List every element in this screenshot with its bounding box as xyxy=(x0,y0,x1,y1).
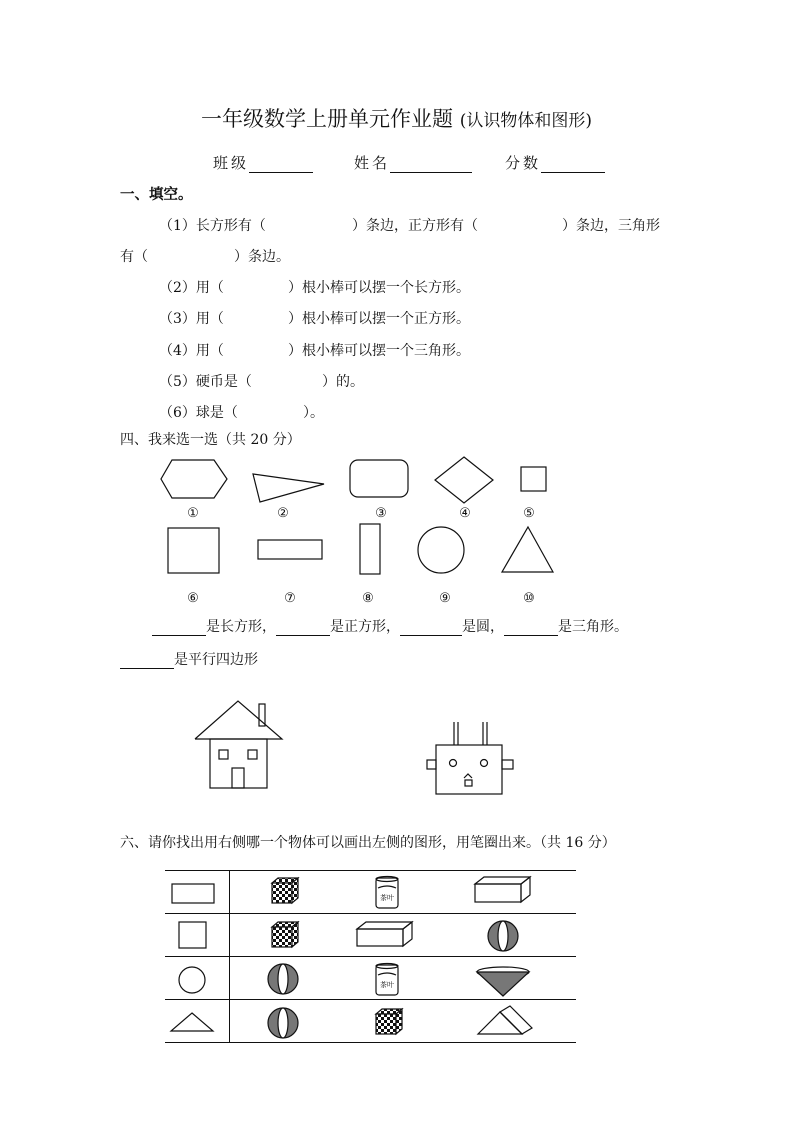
blank-circle[interactable] xyxy=(400,619,462,636)
shape-rhombus xyxy=(435,457,493,503)
title-main: 一年级数学上册单元作业题 xyxy=(201,107,454,131)
q3-text-b: ）根小棒可以摆一个正方形。 xyxy=(288,311,470,327)
fill-rect-label: 是长方形， xyxy=(206,619,276,635)
shape-number-8: ⑧ xyxy=(362,591,374,606)
class-label: 班级 xyxy=(213,154,250,172)
page-title xyxy=(0,103,793,133)
robot-picture xyxy=(427,722,513,794)
shape-hexagon xyxy=(161,460,227,498)
shape-number-1: ① xyxy=(187,506,199,521)
blank-square[interactable] xyxy=(276,619,330,636)
q1-text-e: ）条边。 xyxy=(234,249,290,265)
section4-heading: 四、我来选一选（共 20 分） xyxy=(120,432,301,448)
shape-number-4: ④ xyxy=(459,506,471,521)
q1-text-a: （1）长方形有（ xyxy=(159,218,266,234)
shape-small-square xyxy=(521,467,546,491)
q5-text-b: ）的。 xyxy=(322,374,364,390)
shape-long-rectangle xyxy=(258,540,322,559)
blank-parallelogram[interactable] xyxy=(120,652,174,669)
score-label: 分数 xyxy=(505,154,542,172)
fill-circle-label: 是圆， xyxy=(462,619,504,635)
table-row xyxy=(165,871,576,914)
house-picture xyxy=(195,701,282,788)
fill-line-1 xyxy=(152,616,628,636)
q4-text-a: （4）用（ xyxy=(159,343,224,359)
shape-triangle xyxy=(502,527,553,572)
q5-text-a: （5）硬币是（ xyxy=(159,374,252,390)
shape-number-5: ⑤ xyxy=(523,506,535,521)
tea-can-label: 茶叶 xyxy=(380,981,394,989)
matching-table xyxy=(165,870,576,1043)
q1-text-d: 有（ xyxy=(120,249,148,265)
q4-text-b: ）根小棒可以摆一个三角形。 xyxy=(288,343,470,359)
table-row xyxy=(165,914,576,957)
score-field xyxy=(505,152,605,173)
shape-number-9: ⑨ xyxy=(439,591,451,606)
fill-square-label: 是正方形， xyxy=(330,619,400,635)
shape-number-10: ⑩ xyxy=(523,591,535,606)
shape-number-3: ③ xyxy=(375,506,387,521)
shape-circle xyxy=(418,527,464,573)
name-label: 姓名 xyxy=(354,154,391,172)
shape-number-6: ⑥ xyxy=(187,591,199,606)
q1-text-b: ）条边，正方形有（ xyxy=(352,218,478,234)
fill-triangle-label: 是三角形。 xyxy=(558,619,628,635)
blank-triangle[interactable] xyxy=(504,619,558,636)
fill-line-2 xyxy=(120,649,258,669)
q1-text-c: ）条边，三角形 xyxy=(562,218,660,234)
shape-number-2: ② xyxy=(277,506,289,521)
shape-scalene-triangle xyxy=(253,474,324,502)
blank-rect[interactable] xyxy=(152,619,206,636)
score-blank[interactable] xyxy=(541,156,605,173)
q6-text-a: （6）球是（ xyxy=(159,405,238,421)
section6-heading: 六、请你找出用右侧哪一个物体可以画出左侧的图形，用笔圈出来。（共 16 分） xyxy=(120,835,616,851)
tea-can-label: 茶叶 xyxy=(380,894,394,902)
table-row xyxy=(165,1000,576,1043)
class-field xyxy=(213,152,313,173)
shape-number-7: ⑦ xyxy=(284,591,296,606)
shape-tall-rectangle xyxy=(360,524,380,574)
q6-text-b: ）。 xyxy=(303,405,324,421)
table-row xyxy=(165,957,576,1000)
q2-text-b: ）根小棒可以摆一个长方形。 xyxy=(288,280,470,296)
shape-rounded-rect xyxy=(350,460,408,497)
shape-square xyxy=(168,528,219,573)
section1-heading: 一、填空。 xyxy=(120,186,193,203)
q2-text-a: （2）用（ xyxy=(159,280,224,296)
title-sub: (认识物体和图形) xyxy=(459,111,592,131)
name-field xyxy=(354,152,472,173)
name-blank[interactable] xyxy=(390,156,472,173)
fill-parallelogram-label: 是平行四边形 xyxy=(174,652,258,668)
q3-text-a: （3）用（ xyxy=(159,311,224,327)
class-blank[interactable] xyxy=(249,156,313,173)
